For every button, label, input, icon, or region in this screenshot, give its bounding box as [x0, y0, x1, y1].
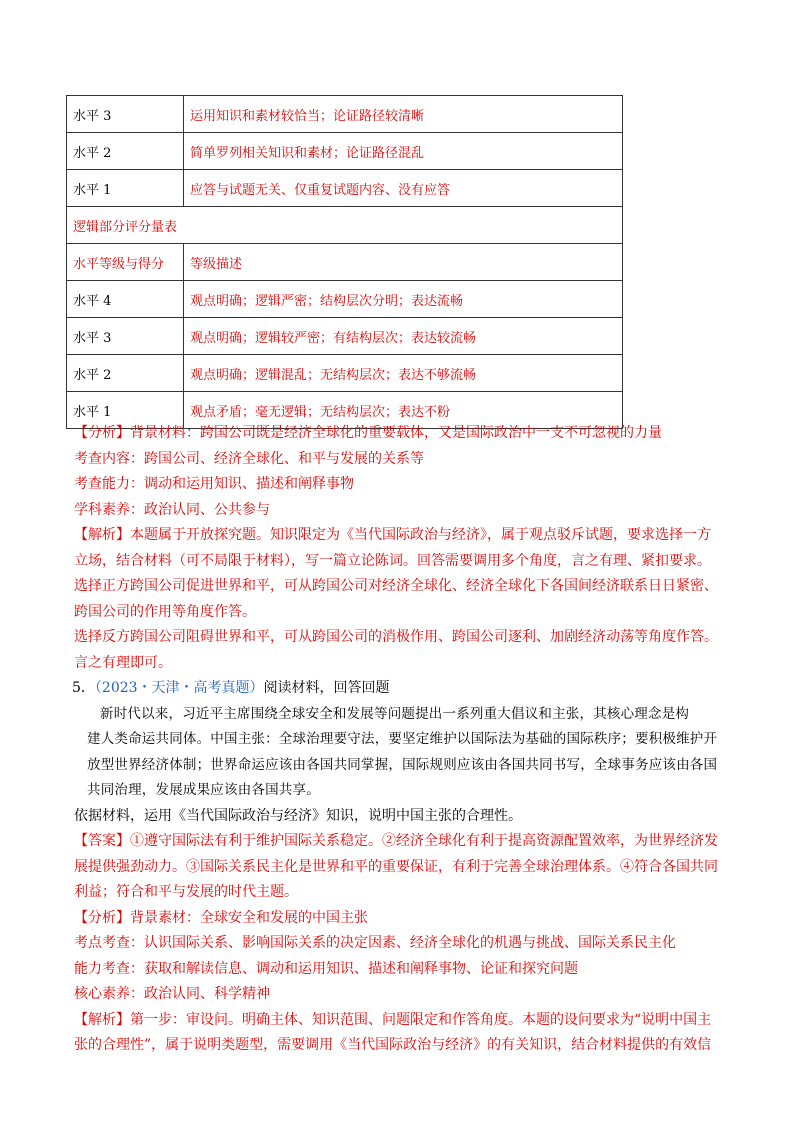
q4-explanation-line: 立场，结合材料（可不局限于材料），写一篇立论陈词。回答需要调用多个角度，言之有理、紧扣要求。 [74, 552, 711, 569]
q5-heading [72, 676, 734, 702]
description-cell: 应答与试题无关、仅重复试题内容、没有应答 [184, 170, 623, 207]
q5-material-line: 新时代以来，习近平主席围绕全球安全和发展等问题提出一系列重大倡议和主张，其核心理念是构 [100, 705, 690, 722]
answer-text-block [74, 421, 734, 1059]
q4-explanation-line: 跨国公司的作用等角度作答。 [74, 603, 256, 620]
q4-explanation-line: 言之有理即可。 [74, 654, 172, 671]
q5-material-line: 共同治理，发展成果应该由各国共享。 [87, 782, 320, 798]
description-cell: 观点矛盾；毫无逻辑；无结构层次；表达不粉 [184, 392, 623, 429]
q5-analysis-background: 【分析】背景素材：全球安全和发展的中国主张 [74, 909, 368, 926]
table-row [67, 207, 623, 244]
q5-analysis-literacy: 核心素养：政治认同、科学精神 [74, 986, 270, 1002]
q5-answer-line: 利益；符合和平与发展的时代主题。 [74, 884, 298, 900]
q4-explanation-line: 选择正方跨国公司促进世界和平，可从跨国公司对经济全球化、经济全球化下各国间经济联系日日紧密、 [74, 578, 718, 594]
header-level-cell: 水平等级与得分 [67, 244, 184, 281]
q4-analysis-literacy: 学科素养：政治认同、公共参与 [74, 501, 270, 518]
q5-answer-line: 【答案】①遵守国际法有利于维护国际关系稳定。②经济全球化有利于提高资源配置效率，为世界经济发 [74, 833, 718, 849]
question-prompt: 阅读材料，回答回题 [263, 680, 390, 696]
scoring-rubric-table [66, 95, 623, 429]
description-cell: 运用知识和素材较恰当；论证路径较清晰 [184, 96, 623, 133]
table-row [67, 96, 623, 133]
level-cell: 水平 3 [67, 318, 184, 355]
level-cell: 水平 2 [67, 355, 184, 392]
q4-analysis-ability: 考查能力：调动和运用知识、描述和阐释事物 [74, 476, 354, 492]
level-cell: 水平 1 [67, 170, 184, 207]
description-cell: 观点明确；逻辑混乱；无结构层次；表达不够流畅 [184, 355, 623, 392]
q5-analysis-points: 考点考查：认识国际关系、影响国际关系的决定因素、经济全球化的机遇与挑战、国际关系民主化 [74, 935, 676, 951]
q4-explanation-line: 选择反方跨国公司阻碍世界和平，可从跨国公司的消极作用、跨国公司逐利、加剧经济动荡等角度作答。 [74, 629, 718, 645]
table-row [67, 133, 623, 170]
level-cell: 水平 2 [67, 133, 184, 170]
table-row [67, 355, 623, 392]
section-title-cell: 逻辑部分评分量表 [67, 207, 623, 244]
q5-answer-line: 展提供强劲动力。③国际关系民主化是世界和平的重要保证，有利于完善全球治理体系。④符合各国共同 [74, 858, 718, 875]
q5-material-line: 放型世界经济体制；世界命运应该由各国共同掌握，国际规则应该由各国共同书写，全球事务应该由各国 [87, 756, 718, 773]
q5-analysis-ability: 能力考查：获取和解读信息、调动和运用知识、描述和阐释事物、论证和探究问题 [74, 960, 578, 977]
q5-material-line: 建人类命运共同体。中国主张：全球治理要守法，要坚定维护以国际法为基础的国际秩序；要积极维护开 [87, 731, 718, 747]
table-row [67, 281, 623, 318]
description-cell: 观点明确；逻辑较严密；有结构层次；表达较流畅 [184, 318, 623, 355]
question-number: 5． [72, 680, 95, 696]
table-row [67, 318, 623, 355]
q4-explanation-line: 【解析】本题属于开放探究题。知识限定为《当代国际政治与经济》，属于观点驳斥试题，要求选择一方 [74, 527, 711, 543]
description-cell: 简单罗列相关知识和素材；论证路径混乱 [184, 133, 623, 170]
level-cell: 水平 4 [67, 281, 184, 318]
q4-analysis-background: 【分析】背景材料：跨国公司既是经济全球化的重要载体，又是国际政治中一支不可忽视的力量 [74, 425, 662, 441]
q5-explanation-line: 【解析】第一步：审设问。明确主体、知识范围、问题限定和作答角度。本题的设问要求为“说明中国主 [74, 1011, 712, 1028]
question-source: （2023・天津・高考真题） [94, 680, 264, 696]
q4-analysis-content: 考查内容：跨国公司、经济全球化、和平与发展的关系等 [74, 450, 424, 467]
description-cell: 观点明确；逻辑严密；结构层次分明；表达流畅 [184, 281, 623, 318]
level-cell: 水平 1 [67, 392, 184, 429]
table-row [67, 170, 623, 207]
level-cell: 水平 3 [67, 96, 184, 133]
q5-explanation-line: 张的合理性”，属于说明类题型，需要调用《当代国际政治与经济》的有关知识，结合材料提供的有效信 [74, 1037, 712, 1053]
q5-question: 依据材料，运用《当代国际政治与经济》知识，说明中国主张的合理性。 [74, 807, 522, 824]
header-description-cell: 等级描述 [184, 244, 623, 281]
table-header-row [67, 244, 623, 281]
